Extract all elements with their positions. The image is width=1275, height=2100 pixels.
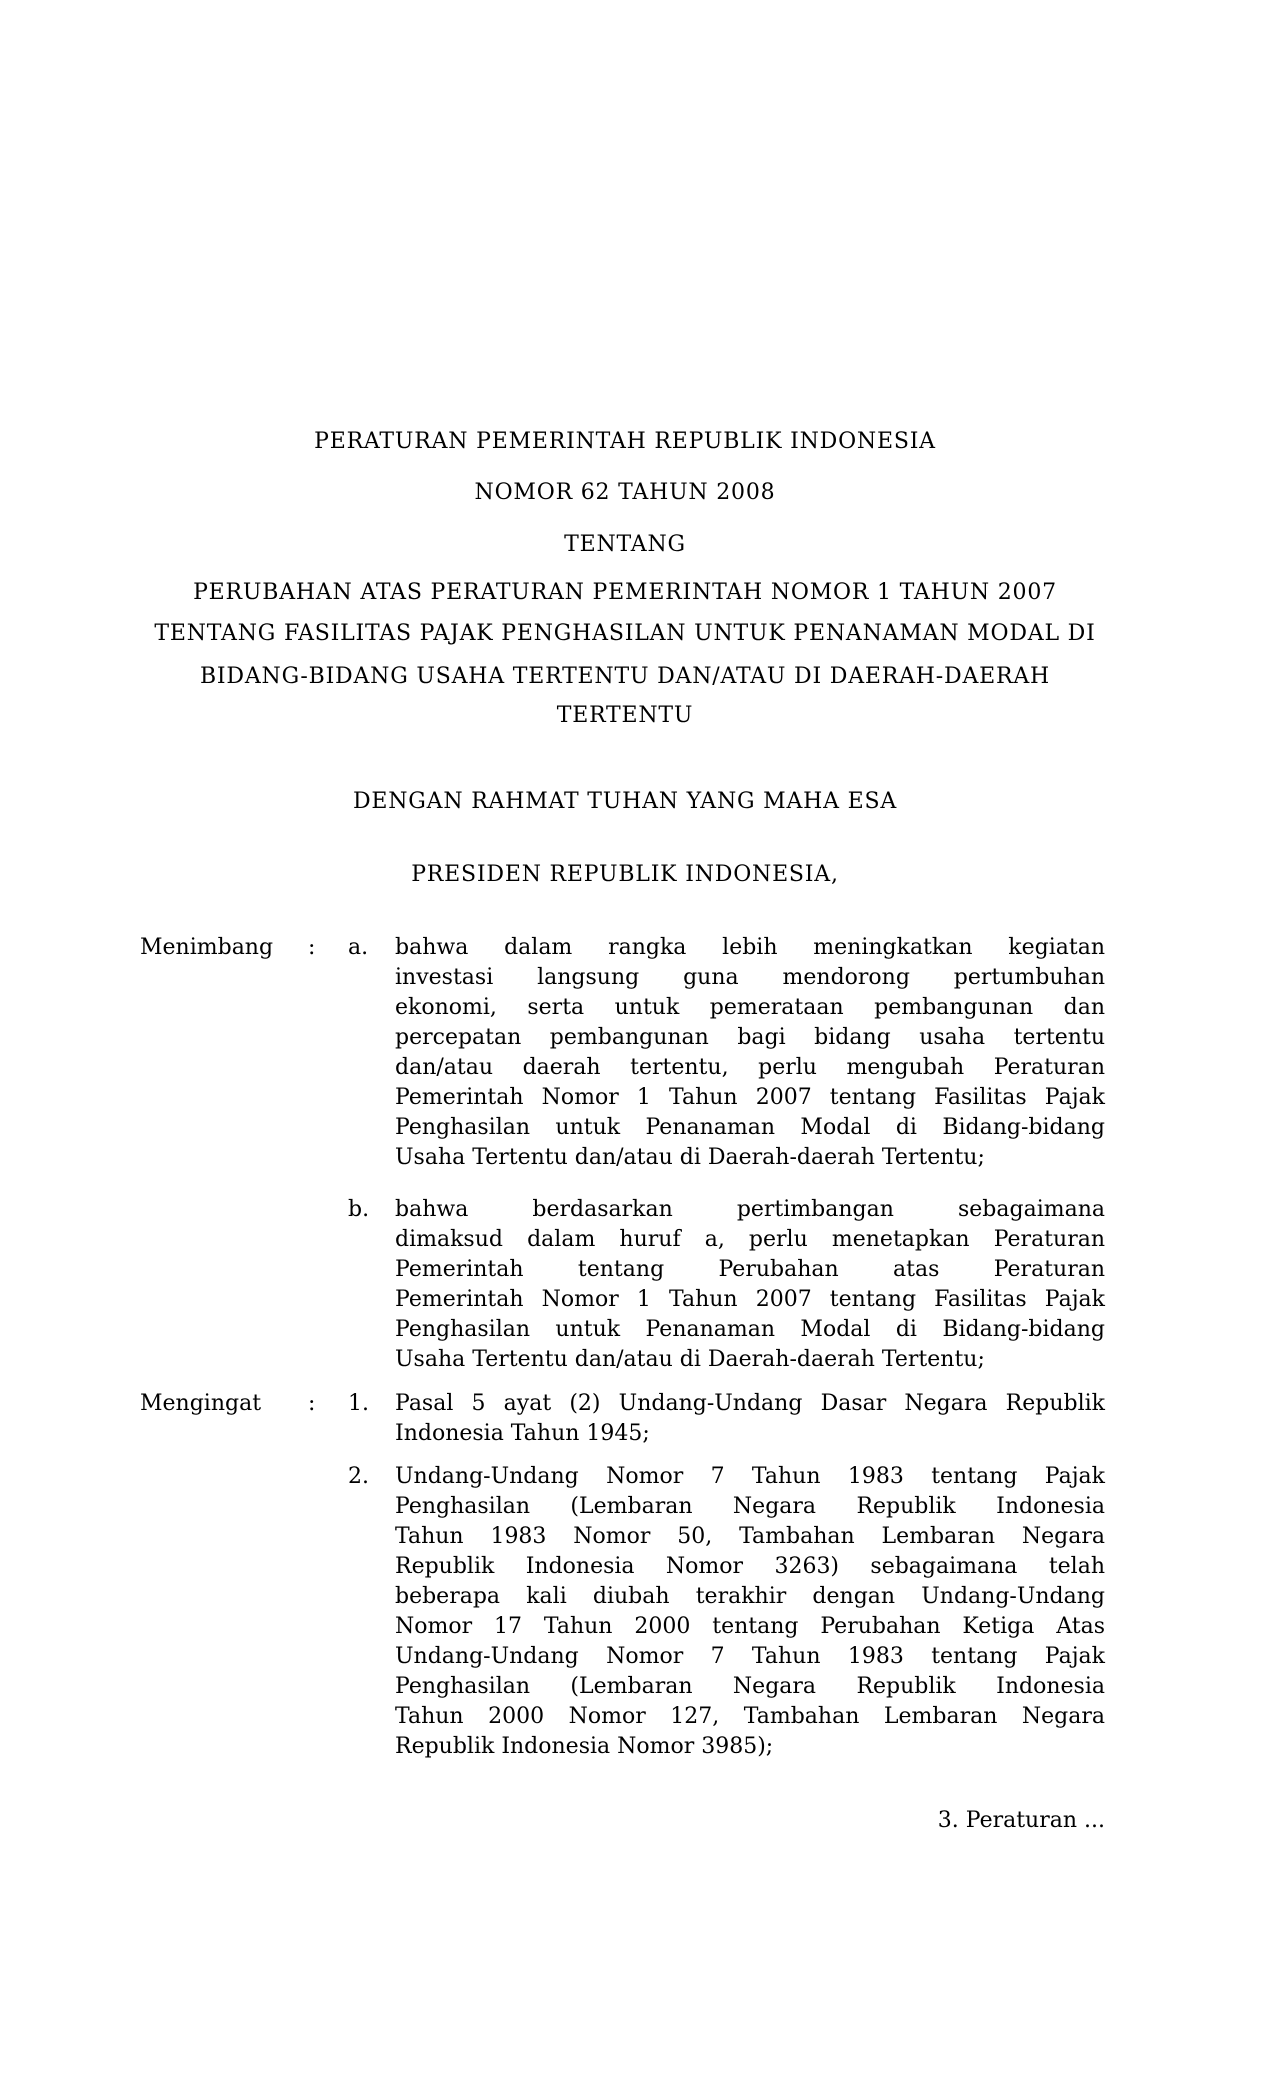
mengingat-label: Mengingat [140, 1391, 262, 1416]
mengingat-colon: : [308, 1391, 316, 1416]
invocation-line: DENGAN RAHMAT TUHAN YANG MAHA ESA [352, 789, 898, 814]
paragraph-line: investasi langsung guna mendorong pertumbuhan [395, 965, 1105, 990]
title-line: BIDANG-BIDANG USAHA TERTENTU DAN/ATAU DI DAERAH-DAERAH [199, 664, 1051, 689]
paragraph-line: bahwa berdasarkan pertimbangan sebagaimana [395, 1197, 1105, 1222]
paragraph-line: Pasal 5 ayat (2) Undang-Undang Dasar Negara Republik [395, 1391, 1105, 1416]
paragraph-line: Pemerintah Nomor 1 Tahun 2007 tentang Fasilitas Pajak [395, 1085, 1105, 1110]
paragraph-line: Pemerintah tentang Perubahan atas Peraturan [395, 1257, 1105, 1282]
item-a-marker: a. [348, 935, 369, 960]
title-line: TENTANG FASILITAS PAJAK PENGHASILAN UNTUK PENANAMAN MODAL DI [154, 621, 1096, 646]
paragraph-line: Tahun 1983 Nomor 50, Tambahan Lembaran Negara [395, 1524, 1105, 1549]
paragraph-line: dimaksud dalam huruf a, perlu menetapkan Peraturan [395, 1227, 1105, 1252]
paragraph-line: Penghasilan (Lembaran Negara Republik Indonesia [395, 1494, 1105, 1519]
menimbang-item-b [395, 1195, 1105, 1375]
item-1-marker: 1. [348, 1391, 369, 1416]
menimbang-label: Menimbang [140, 935, 274, 960]
paragraph-line: Nomor 17 Tahun 2000 tentang Perubahan Ketiga Atas [395, 1614, 1105, 1639]
salutation-line: PRESIDEN REPUBLIK INDONESIA, [411, 862, 839, 887]
paragraph-line: dan/atau daerah tertentu, perlu mengubah Peraturan [395, 1055, 1105, 1080]
paragraph-line: Undang-Undang Nomor 7 Tahun 1983 tentang Pajak [395, 1464, 1105, 1489]
paragraph-line: Usaha Tertentu dan/atau di Daerah-daerah Tertentu; [395, 1347, 985, 1372]
paragraph-line: Pemerintah Nomor 1 Tahun 2007 tentang Fasilitas Pajak [395, 1287, 1105, 1312]
mengingat-item-1 [395, 1389, 1105, 1449]
mengingat-item-2 [395, 1462, 1105, 1762]
title-line: PERUBAHAN ATAS PERATURAN PEMERINTAH NOMOR 1 TAHUN 2007 [193, 580, 1057, 605]
title-line: TENTANG [564, 532, 686, 557]
paragraph-line: bahwa dalam rangka lebih meningkatkan kegiatan [395, 935, 1105, 960]
paragraph-line: Indonesia Tahun 1945; [395, 1421, 650, 1446]
paragraph-line: Penghasilan (Lembaran Negara Republik Indonesia [395, 1674, 1105, 1699]
paragraph-line: Republik Indonesia Nomor 3985); [395, 1734, 774, 1759]
paragraph-line: Penghasilan untuk Penanaman Modal di Bidang-bidang [395, 1317, 1105, 1342]
paragraph-line: Republik Indonesia Nomor 3263) sebagaimana telah [395, 1554, 1105, 1579]
title-line: PERATURAN PEMERINTAH REPUBLIK INDONESIA [314, 429, 936, 454]
menimbang-item-a [395, 933, 1105, 1173]
item-2-marker: 2. [348, 1464, 369, 1489]
paragraph-line: Penghasilan untuk Penanaman Modal di Bidang-bidang [395, 1115, 1105, 1140]
paragraph-line: percepatan pembangunan bagi bidang usaha tertentu [395, 1025, 1105, 1050]
paragraph-line: beberapa kali diubah terakhir dengan Undang-Undang [395, 1584, 1105, 1609]
paragraph-line: Tahun 2000 Nomor 127, Tambahan Lembaran Negara [395, 1704, 1105, 1729]
paragraph-line: Undang-Undang Nomor 7 Tahun 1983 tentang Pajak [395, 1644, 1105, 1669]
paragraph-line: Usaha Tertentu dan/atau di Daerah-daerah Tertentu; [395, 1145, 985, 1170]
item-b-marker: b. [348, 1197, 370, 1222]
paragraph-line: ekonomi, serta untuk pemerataan pembangunan dan [395, 995, 1105, 1020]
page-catchword: 3. Peraturan ... [937, 1808, 1105, 1833]
menimbang-colon: : [308, 935, 316, 960]
title-line: NOMOR 62 TAHUN 2008 [474, 480, 776, 505]
title-line: TERTENTU [556, 703, 694, 728]
